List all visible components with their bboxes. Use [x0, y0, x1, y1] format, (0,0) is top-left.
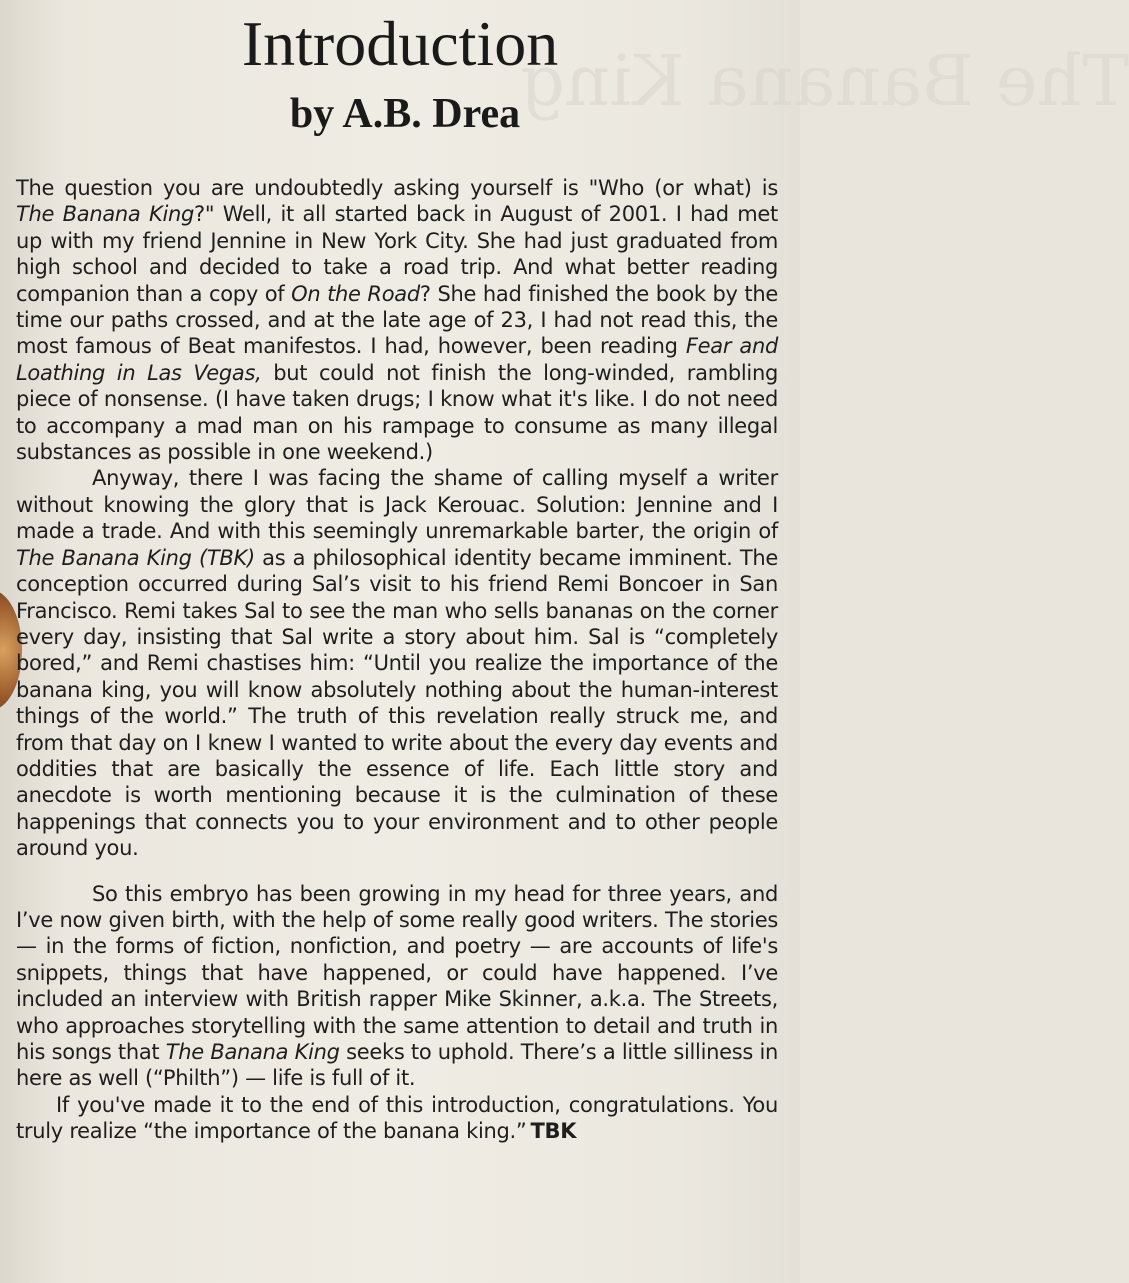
paragraph-1: [16, 175, 778, 465]
signature: TBK: [530, 1119, 577, 1144]
text-run: Anyway, there I was facing the shame of calling myself a writer without knowing the glory that is Jack Kerouac. Solution: Jennine and I made a trade. And with this seemingly unremarkable barter, the origin of: [16, 466, 778, 544]
text-run: If you've made it to the end of this introduction, congratulations. You truly realize “the importance of the banana king.”: [16, 1092, 778, 1144]
bleed-through-text: The Banana King: [520, 40, 1129, 122]
text-run: but could not finish the long-winded, rambling piece of nonsense. (I have taken drugs; I know what it's like. I do not need to accompany a mad man on his rampage to consume as many illegal substances as possible in one weekend.): [16, 360, 778, 465]
italic-title: On the Road: [291, 281, 420, 306]
italic-title: The Banana King: [16, 202, 195, 227]
text-run: as a philosophical identity became imminent. The conception occurred during Sal’s visit to his friend Remi Boncoer in San Francisco. Remi takes Sal to see the man who sells bananas on the corner every day, insisting that Sal write a story about him. Sal is “completely bored,” and Remi chastises him: “Until you realize the importance of the banana king, you will know absolutely nothing about the human-interest things of the world.” The truth of this revelation really struck me, and from that day on I knew I wanted to write about the every day events and oddities that are basically the essence of life. Each little story and anecdote is worth mentioning because it is the culmination of these happenings that connects you to your environment and to other people around you.: [16, 545, 778, 861]
paragraph-4: [16, 1092, 778, 1145]
italic-title: The Banana King: [165, 1040, 340, 1064]
text-run: ?" Well, it all started back in August of 2001. I had met up with my friend Jennine in New York City. She had just graduated from high school and decided to take a road trip. And what better reading companion than a copy of: [16, 202, 778, 306]
text-run: seeks to uphold. There’s a little silliness in here as well (“Philth”) — life is full of it.: [16, 1040, 778, 1091]
author-byline: by A.B. Drea: [289, 91, 521, 137]
paragraph-2: [16, 465, 778, 861]
page-title: Introduction: [241, 8, 559, 79]
text-run: The question you are undoubtedly asking yourself is "Who (or what) is: [16, 176, 778, 200]
text-run: ? She had finished the book by the time our paths crossed, and at the late age of 23, I had not read this, the most famous of Beat manifestos. I had, however, been reading: [16, 281, 778, 359]
article-body: [16, 175, 778, 1145]
italic-title: Fear and Loathing in Las Vegas,: [16, 334, 778, 385]
italic-title: The Banana King (TBK): [16, 545, 255, 570]
paragraph-3: [16, 881, 778, 1092]
text-run: So this embryo has been growing in my head for three years, and I’ve now given birth, with the help of some really good writers. The stories — in the forms of fiction, nonfiction, and poetry — are accounts of life's snippets, things that have happened, or could have happened. I’ve included an interview with British rapper Mike Skinner, a.k.a. The Streets, who approaches storytelling with the same attention to detail and truth in his songs that: [16, 881, 778, 1064]
